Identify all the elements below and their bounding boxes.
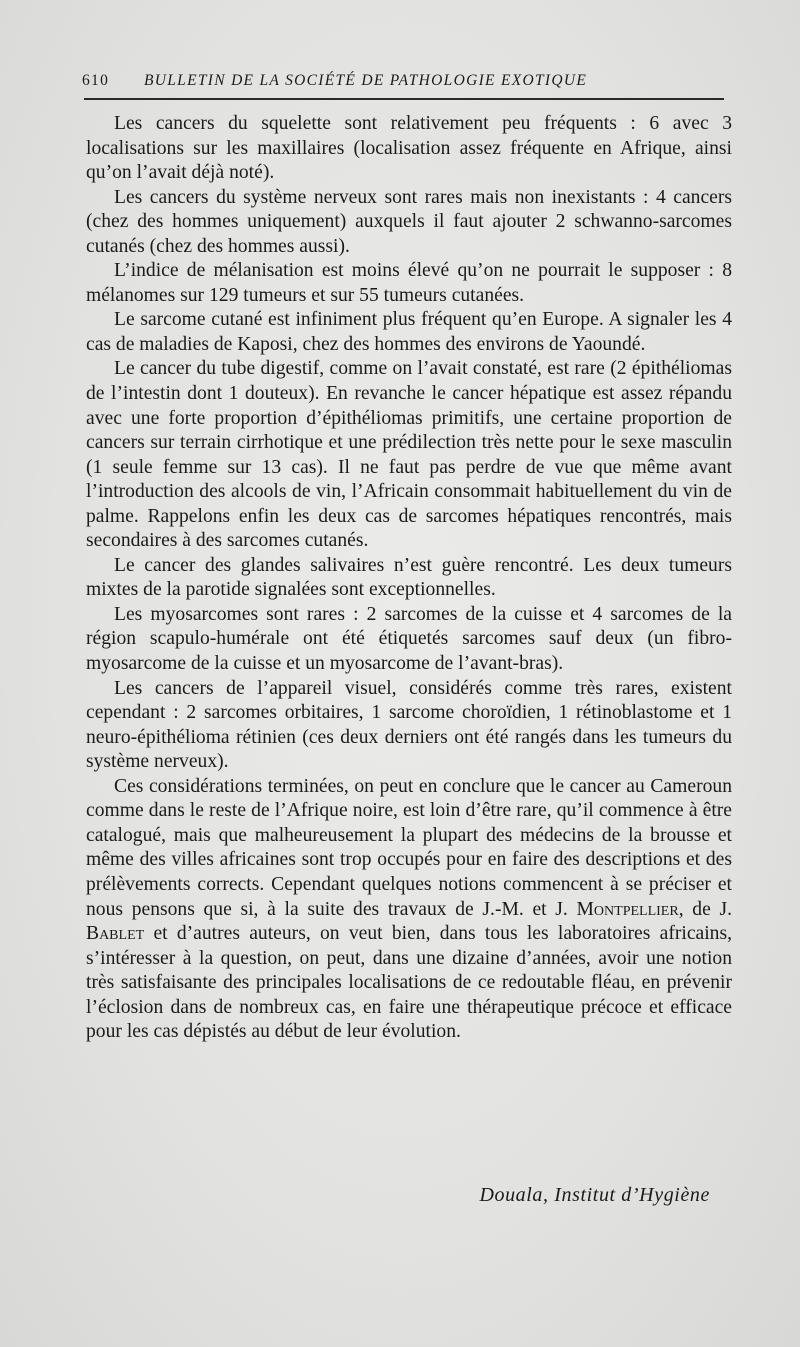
header-rule bbox=[84, 98, 724, 100]
paragraph-visual-apparatus: Les cancers de l’appareil visuel, considérés comme très rares, existent cependant : 2 sarcomes orbitaires, 1 sarcome choroïdien, 1 rétinoblastome et 1 neuro-épithélioma rétinien (ces deux derniers ont été rangés dans les tumeurs du système nerveux). bbox=[86, 677, 732, 773]
running-title: BULLETIN DE LA SOCIÉTÉ DE PATHOLOGIE EXOTIQUE bbox=[144, 72, 588, 89]
paragraph-nervous-system-cancers: Les cancers du système nerveux sont rares mais non inexistants : 4 cancers (chez des hommes uniquement) auxquels il faut ajouter 2 schwanno-sarcomes cutanés (chez des hommes aussi). bbox=[86, 186, 732, 257]
author-name-montpellier: Montpellier bbox=[576, 898, 679, 920]
page-header bbox=[80, 72, 724, 98]
paragraph-skeleton-cancers: Les cancers du squelette sont relativement peu fréquents : 6 avec 3 localisations sur les maxillaires (localisation assez fréquente en Afrique, ainsi qu’on l’avait déjà noté). bbox=[86, 113, 732, 184]
paragraph-digestive-cancers: Le cancer du tube digestif, comme on l’avait constaté, est rare (2 épithéliomas de l’intestin dont 1 douteux). En revanche le cancer hépatique est assez répandu avec une forte proportion d’épithéliomas primitifs, une certaine proportion de cancers sur terrain cirrhotique et une prédilection très nette pour le sexe masculin (1 seule femme sur 13 cas). Il ne faut pas perdre de vue que même avant l’introduction des alcools de vin, l’Africain consommait habituellement du vin de palme. Rappelons enfin les deux cas de sarcomes hépatiques rencontrés, mais secondaires à des sarcomes cutanés. bbox=[86, 358, 732, 552]
paragraph-conclusion bbox=[86, 775, 732, 1045]
paragraph-cutaneous-sarcoma: Le sarcome cutané est infiniment plus fréquent qu’en Europe. A signaler les 4 cas de maladies de Kaposi, chez des hommes des environs de Yaoundé. bbox=[86, 309, 732, 355]
conclusion-text-2: , de J. bbox=[678, 898, 732, 920]
signature-location: Douala, Institut d’Hygiène bbox=[479, 1184, 710, 1206]
article-body bbox=[86, 112, 732, 1045]
conclusion-text-1: Ces considérations terminées, on peut en conclure que le cancer au Cameroun comme dans le reste de l’Afrique noire, est loin d’être rare, qu’il commence à être catalogué, mais que malheureusement la plupart des médecins de la brousse et même des villes africaines sont trop occupés pour en faire des descriptions et des prélèvements corrects. Cependant quelques notions commencent à se préciser et nous pensons que si, à la suite des travaux de J.-M. et J. bbox=[86, 775, 732, 920]
paragraph-salivary-glands: Le cancer des glandes salivaires n’est guère rencontré. Les deux tumeurs mixtes de la parotide signalées sont exceptionnelles. bbox=[86, 554, 732, 601]
page-number: 610 bbox=[82, 72, 110, 89]
paragraph-melanisation: L’indice de mélanisation est moins élevé qu’on ne pourrait le supposer : 8 mélanomes sur 129 tumeurs et sur 55 tumeurs cutanées. bbox=[86, 260, 732, 306]
author-name-bablet: Bablet bbox=[86, 923, 145, 945]
conclusion-text-3: et d’autres auteurs, on veut bien, dans tous les laboratoires africains, s’intéresser à la question, on peut, dans une dizaine d’années, avoir une notion très satisfaisante des principales localisations de ce redoutable fléau, en prévenir l’éclosion dans de nombreux cas, en faire une thérapeutique précoce et efficace pour les cas dépistés au début de leur évolution. bbox=[86, 923, 732, 1043]
paragraph-myosarcomas: Les myosarcomes sont rares : 2 sarcomes de la cuisse et 4 sarcomes de la région scapulo-humérale ont été étiquetés sarcomes sauf deux (un fibro-myosarcome de la cuisse et un myosarcome de l’avant-bras). bbox=[86, 603, 732, 675]
